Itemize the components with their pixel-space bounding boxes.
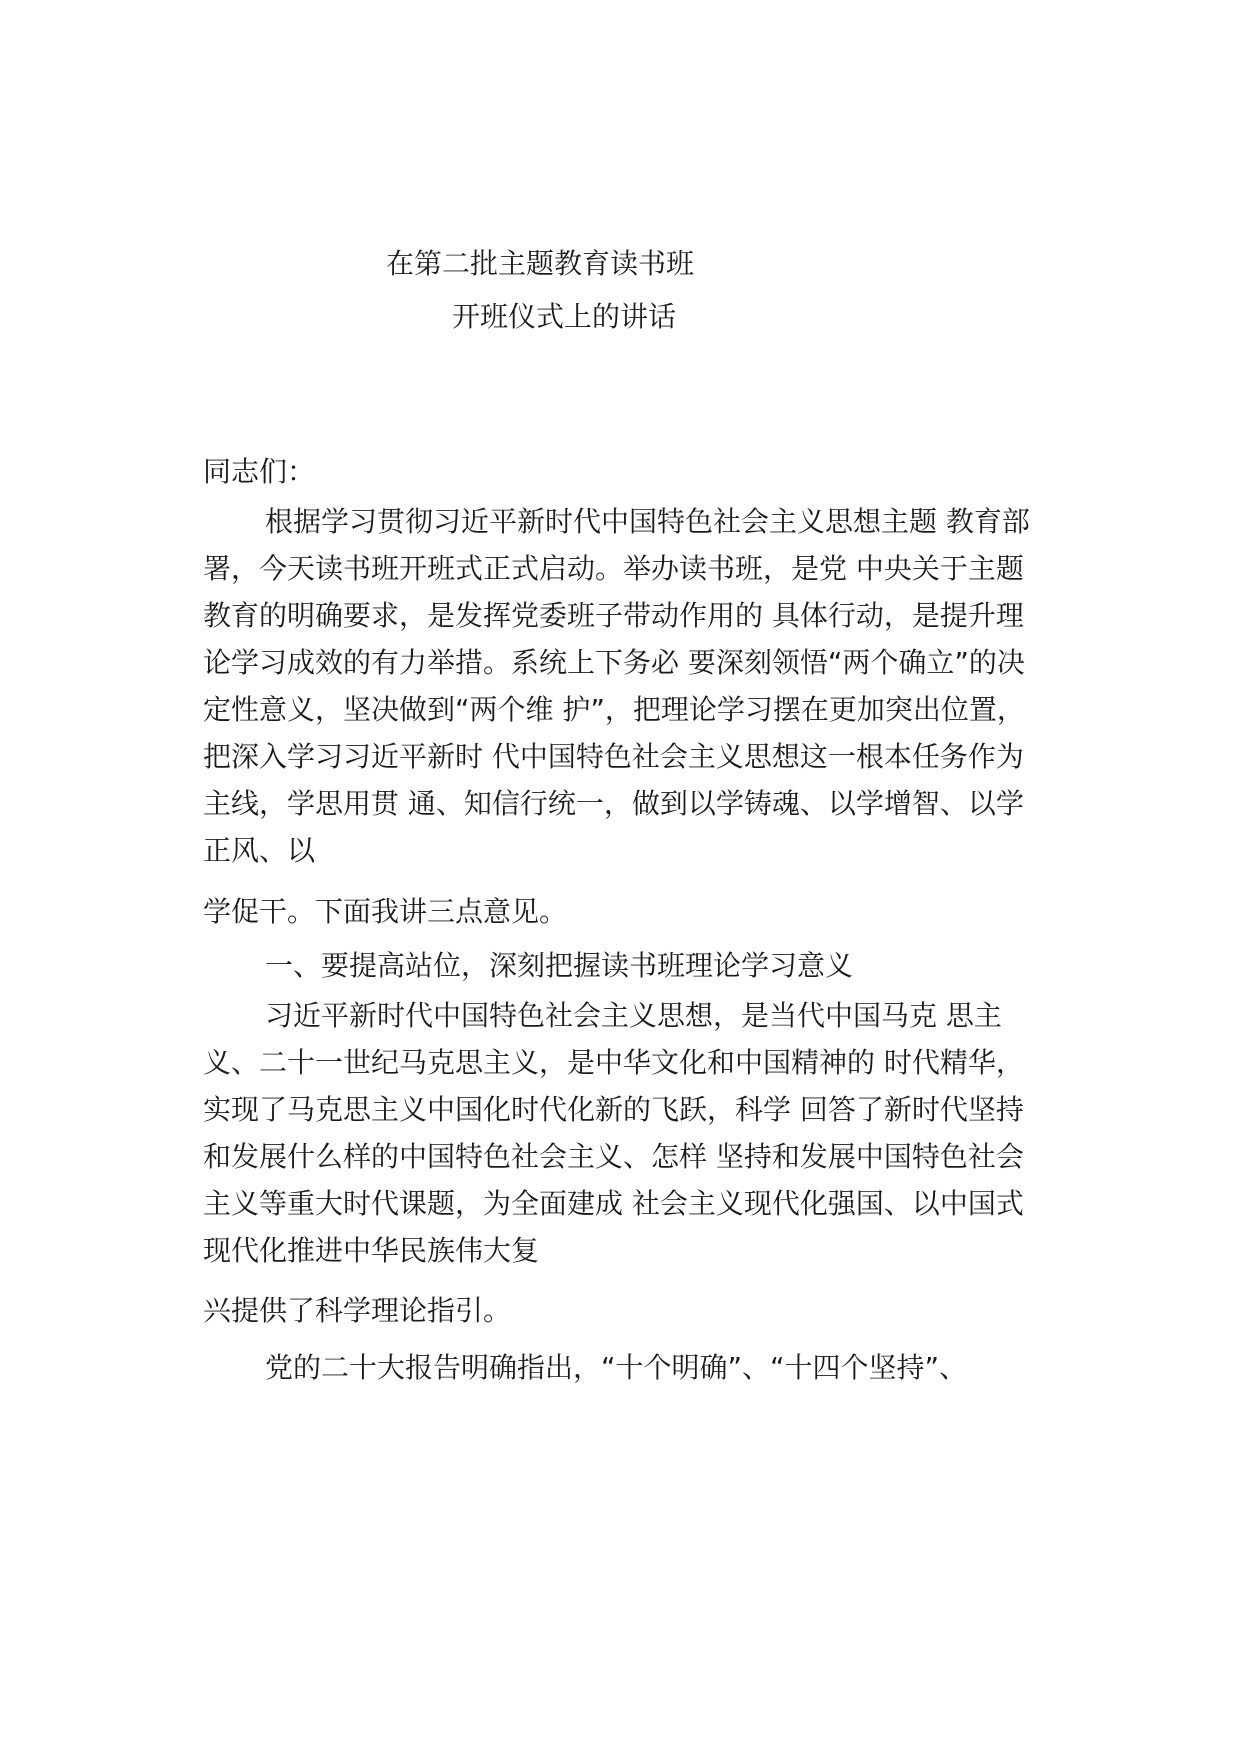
paragraph-2-line-4: 和发展什么样的中国特色社会主义、怎样 坚持和发展中国特色社会 xyxy=(203,1140,1024,1173)
paragraph-2-line-3: 实现了马克思主义中国化时代化新的飞跃，科学 回答了新时代坚持 xyxy=(203,1093,1024,1126)
document-title-line-1: 在第二批主题教育读书班 xyxy=(386,247,695,280)
paragraph-1-continuation: 学促干。下面我讲三点意见。 xyxy=(203,895,568,928)
paragraph-2-line-6: 现代化推进中华民族伟大复 xyxy=(203,1234,540,1267)
paragraph-2-line-5: 主义等重大时代课题，为全面建成 社会主义现代化强国、以中国式 xyxy=(203,1187,1024,1220)
paragraph-2-line-1: 习近平新时代中国特色社会主义思想，是当代中国马克 思主 xyxy=(265,999,1002,1032)
paragraph-1-line-6: 把深入学习习近平新时 代中国特色社会主义思想这一根本任务作为 xyxy=(203,740,1024,773)
paragraph-1-line-7: 主线，学思用贯 通、知信行统一，做到以学铸魂、以学增智、以学 xyxy=(203,787,1024,820)
section-heading-1: 一、要提高站位，深刻把握读书班理论学习意义 xyxy=(265,949,854,982)
paragraph-1-line-4: 论学习成效的有力举措。系统上下务必 要深刻领悟“两个确立”的决 xyxy=(203,646,1025,679)
paragraph-1-line-3: 教育的明确要求，是发挥党委班子带动作用的 具体行动，是提升理 xyxy=(203,599,1024,632)
paragraph-1-line-1: 根据学习贯彻习近平新时代中国特色社会主义思想主题 教育部 xyxy=(265,505,1030,538)
salutation: 同志们： xyxy=(203,455,316,488)
paragraph-1-line-8: 正风、以 xyxy=(203,834,316,867)
document-title-line-2: 开班仪式上的讲话 xyxy=(452,300,677,333)
paragraph-1-line-2: 署，今天读书班开班式正式启动。举办读书班，是党 中央关于主题 xyxy=(203,552,1024,585)
paragraph-2-line-2: 义、二十一世纪马克思主义，是中华文化和中国精神的 时代精华， xyxy=(203,1046,1024,1079)
paragraph-1-line-5: 定性意义，坚决做到“两个维 护”，把理论学习摆在更加突出位置， xyxy=(203,693,1025,726)
paragraph-2-continuation: 兴提供了科学理论指引。 xyxy=(203,1294,512,1327)
paragraph-3-line-1: 党的二十大报告明确指出，“十个明确”、“十四个坚持”、 xyxy=(265,1351,968,1384)
